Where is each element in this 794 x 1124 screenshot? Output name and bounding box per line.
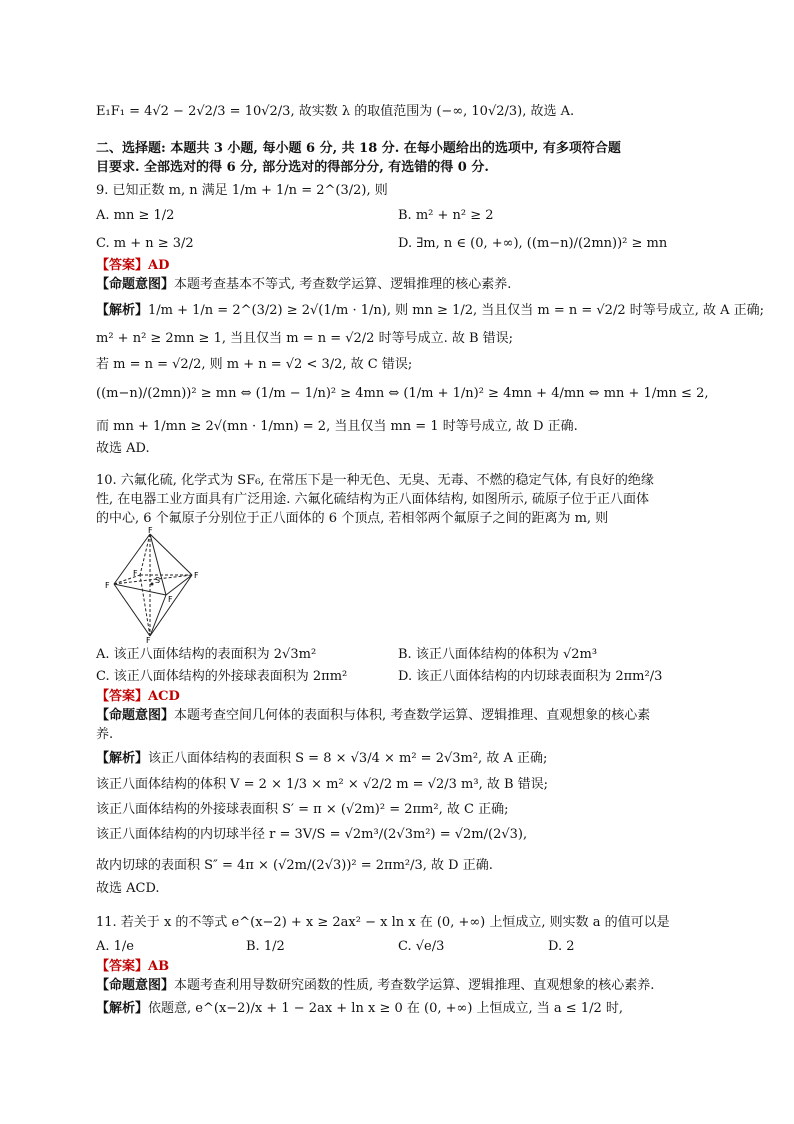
q9-analysis-1: [96, 302, 764, 320]
q10-analysis-4: 该正八面体结构的内切球半径 r = 3V/S = √2m³/(2√3m²) = √2m/(2√3),: [96, 827, 528, 842]
octahedron-figure: [100, 526, 210, 644]
q9-analysis-6: 故选 AD.: [96, 441, 150, 456]
q11-option-d: D. 2: [548, 939, 575, 954]
q9-option-b: B. m² + n² ≥ 2: [398, 208, 494, 223]
answer-value: AD: [148, 258, 170, 273]
q11-intent: [96, 977, 654, 995]
q9-analysis-4: ((m−n)/(2mn))² ≥ mn ⇔ (1/m − 1/n)² ≥ 4mn ⇔ (1/m + 1/n)² ≥ 4mn + 4/mn ⇔ mn + 1/mn ≤ 2,: [96, 386, 709, 401]
q10-analysis-3: 该正八面体结构的外接球表面积 S′ = π × (√2m)² = 2πm², 故 C 正确;: [96, 802, 509, 817]
q11-option-c: C. √e/3: [398, 939, 445, 954]
q10-option-a: A. 该正八面体结构的表面积为 2√3m²: [96, 647, 317, 662]
intent-tag: 【命题意图】: [96, 277, 175, 292]
q10-option-b: B. 该正八面体结构的体积为 √2m³: [398, 647, 598, 662]
answer-tag: 【答案】: [96, 689, 149, 704]
previous-answer-tail: E₁F₁ = 4√2 − 2√2/3 = 10√2/3, 故实数 λ 的取值范围为 (−∞, 10√2/3), 故选 A.: [96, 104, 575, 119]
intent-text: 本题考查利用导数研究函数的性质, 考查数学运算、逻辑推理、直观想象的核心素养.: [174, 978, 655, 993]
q9-analysis-3: 若 m = n = √2/2, 则 m + n = √2 < 3/2, 故 C 错误;: [96, 357, 413, 372]
q10-intent-1: [96, 707, 650, 725]
q10-option-c: C. 该正八面体结构的外接球表面积为 2πm²: [96, 669, 348, 684]
intent-text: 本题考查基本不等式, 考查数学运算、逻辑推理的核心素养.: [174, 277, 512, 292]
q10-analysis-1: [96, 750, 547, 768]
intent-tag: 【命题意图】: [96, 978, 175, 993]
q11-analysis-1: [96, 1000, 623, 1018]
q10-stem-line2: 性, 在电器工业方面具有广泛用途. 六氟化硫结构为正八面体结构, 如图所示, 硫原子位于正八面体: [96, 492, 650, 507]
analysis-tag: 【解析】: [96, 1001, 149, 1016]
section-heading-line2: 目要求. 全部选对的得 6 分, 部分选对的得部分分, 有选错的得 0 分.: [96, 160, 489, 175]
fig-label-f-bottom: F: [146, 636, 151, 644]
q9-option-d: D. ∃m, n ∈ (0, +∞), ((m−n)/(2mn))² ≥ mn: [398, 236, 668, 251]
answer-tag: 【答案】: [96, 959, 149, 974]
fig-label-f-left: F: [105, 581, 110, 590]
q11-answer: [96, 958, 169, 976]
q11-option-a: A. 1/e: [96, 939, 134, 954]
analysis-tag: 【解析】: [96, 303, 149, 318]
answer-tag: 【答案】: [96, 258, 149, 273]
fig-label-f-top: F: [148, 526, 153, 535]
q9-intent: [96, 276, 511, 294]
fig-label-f-front: F: [168, 595, 173, 604]
q10-stem-line3: 的中心, 6 个氟原子分别位于正八面体的 6 个顶点, 若相邻两个氟原子之间的距离为 m, 则: [96, 511, 609, 526]
q9-analysis-2: m² + n² ≥ 2mn ≥ 1, 当且仅当 m = n = √2/2 时等号成立. 故 B 错误;: [96, 331, 514, 346]
q9-stem: 9. 已知正数 m, n 满足 1/m + 1/n = 2^(3/2), 则: [96, 183, 388, 198]
q10-analysis-6: 故选 ACD.: [96, 881, 160, 896]
q11-option-b: B. 1/2: [246, 939, 285, 954]
q9-analysis-5: 而 mn + 1/mn ≥ 2√(mn · 1/mn) = 2, 当且仅当 mn = 1 时等号成立, 故 D 正确.: [96, 419, 578, 434]
q10-analysis-5: 故内切球的表面积 S″ = 4π × (√2m/(2√3))² = 2πm²/3, 故 D 正确.: [96, 858, 493, 873]
q10-option-d: D. 该正八面体结构的内切球表面积为 2πm²/3: [398, 669, 663, 684]
q10-intent-2: 养.: [96, 727, 114, 742]
section-heading-line1: 二、选择题: 本题共 3 小题, 每小题 6 分, 共 18 分. 在每小题给出的选项中, 有多项符合题: [96, 141, 621, 156]
intent-text: 本题考查空间几何体的表面积与体积, 考查数学运算、逻辑推理、直观想象的核心素: [174, 708, 651, 723]
analysis-text: 依题意, e^(x−2)/x + 1 − 2ax + ln x ≥ 0 在 (0, +∞) 上恒成立, 当 a ≤ 1/2 时,: [148, 1001, 624, 1016]
q9-option-a: A. mn ≥ 1/2: [96, 208, 175, 223]
fig-label-f-back: F: [133, 569, 138, 578]
intent-tag: 【命题意图】: [96, 708, 175, 723]
analysis-tag: 【解析】: [96, 751, 149, 766]
answer-value: AB: [148, 959, 170, 974]
answer-value: ACD: [148, 689, 180, 704]
q9-answer: [96, 257, 169, 275]
analysis-text: 1/m + 1/n = 2^(3/2) ≥ 2√(1/m · 1/n), 则 mn ≥ 1/2, 当且仅当 m = n = √2/2 时等号成立, 故 A 正确;: [148, 303, 765, 318]
q9-option-c: C. m + n ≥ 3/2: [96, 236, 194, 251]
q10-analysis-2: 该正八面体结构的体积 V = 2 × 1/3 × m² × √2/2 m = √2/3 m³, 故 B 错误;: [96, 777, 549, 792]
fig-label-f-right: F: [194, 571, 199, 580]
analysis-text: 该正八面体结构的表面积 S = 8 × √3/4 × m² = 2√3m², 故 A 正确;: [148, 751, 548, 766]
q10-stem-line1: 10. 六氟化硫, 化学式为 SF₆, 在常压下是一种无色、无臭、无毒、不燃的稳定气体, 有良好的绝缘: [96, 473, 654, 488]
q11-stem: 11. 若关于 x 的不等式 e^(x−2) + x ≥ 2ax² − x ln x 在 (0, +∞) 上恒成立, 则实数 a 的值可以是: [96, 915, 670, 930]
fig-label-s: S: [155, 576, 161, 585]
q10-answer: [96, 688, 180, 706]
